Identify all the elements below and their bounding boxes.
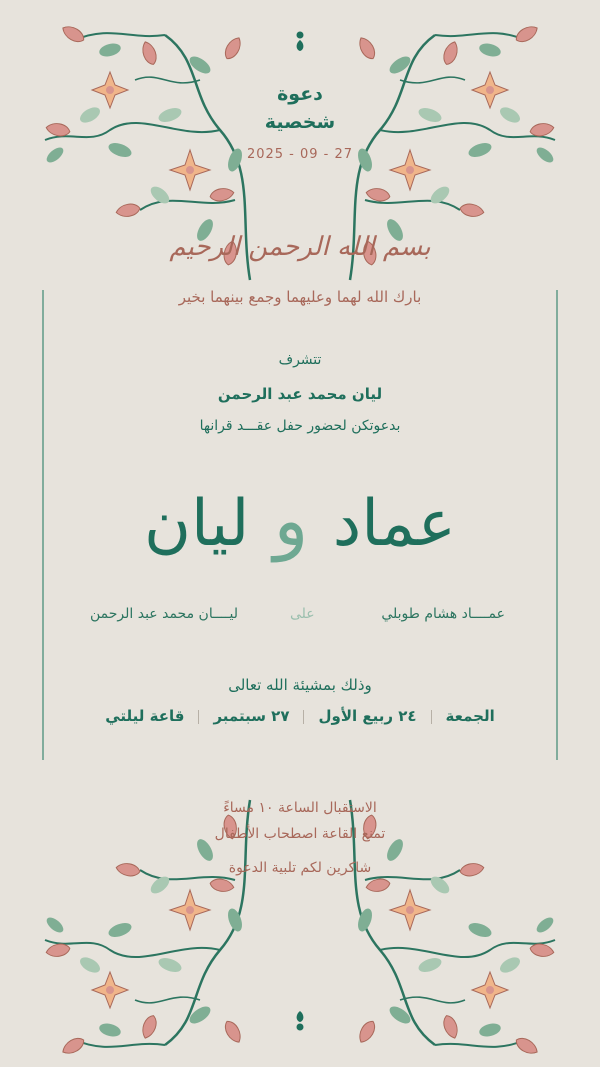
- event-gregorian-date: ٢٧ سبتمبر: [213, 707, 290, 725]
- bride-first-name: ليان: [144, 487, 250, 561]
- host-name: ليان محمد عبد الرحمن: [217, 385, 383, 403]
- children-note: تمنع القاعة اصطحاب الأطفال: [214, 826, 386, 842]
- event-day: الجمعة: [445, 707, 495, 725]
- separator: [198, 710, 199, 724]
- groom-full-name: عمــــاد هشام طوبلي: [381, 606, 505, 622]
- date-line: 2025 - 09 - 27: [246, 147, 354, 162]
- thanks-line: شاكرين لكم تلبية الدعوة: [228, 860, 372, 876]
- event-hijri-date: ٢٤ ربيع الأول: [318, 707, 417, 725]
- invite-type: شخصية: [264, 111, 336, 133]
- bride-full-name: ليــــان محمد عبد الرحمن: [90, 606, 238, 622]
- separator: [303, 710, 304, 724]
- host-invitation: بدعوتكن لحضور حفل عقـــد قرانها: [199, 418, 401, 434]
- teardrop-ornament-icon: [291, 1010, 309, 1032]
- host-intro: تتشرف: [278, 352, 322, 368]
- groom-first-name: عماد: [332, 487, 456, 561]
- willing-line: وذلك بمشيئة الله تعالى: [228, 676, 372, 694]
- blessing: بارك الله لهما وعليهما وجمع بينهما بخير: [178, 288, 422, 306]
- couple-names: [0, 478, 600, 562]
- event-venue: قاعة ليلتي: [105, 707, 185, 725]
- name-connector: و: [273, 478, 309, 562]
- on-word: على: [290, 606, 315, 622]
- separator: [431, 710, 432, 724]
- event-details-row: [0, 707, 600, 725]
- reception-time: الاستقبال الساعة ١٠ مساءً: [223, 800, 377, 816]
- invite-word: دعوة: [277, 83, 323, 105]
- teardrop-ornament-icon: [291, 30, 309, 52]
- basmala: بسم الله الرحمن الرحيم: [169, 232, 431, 262]
